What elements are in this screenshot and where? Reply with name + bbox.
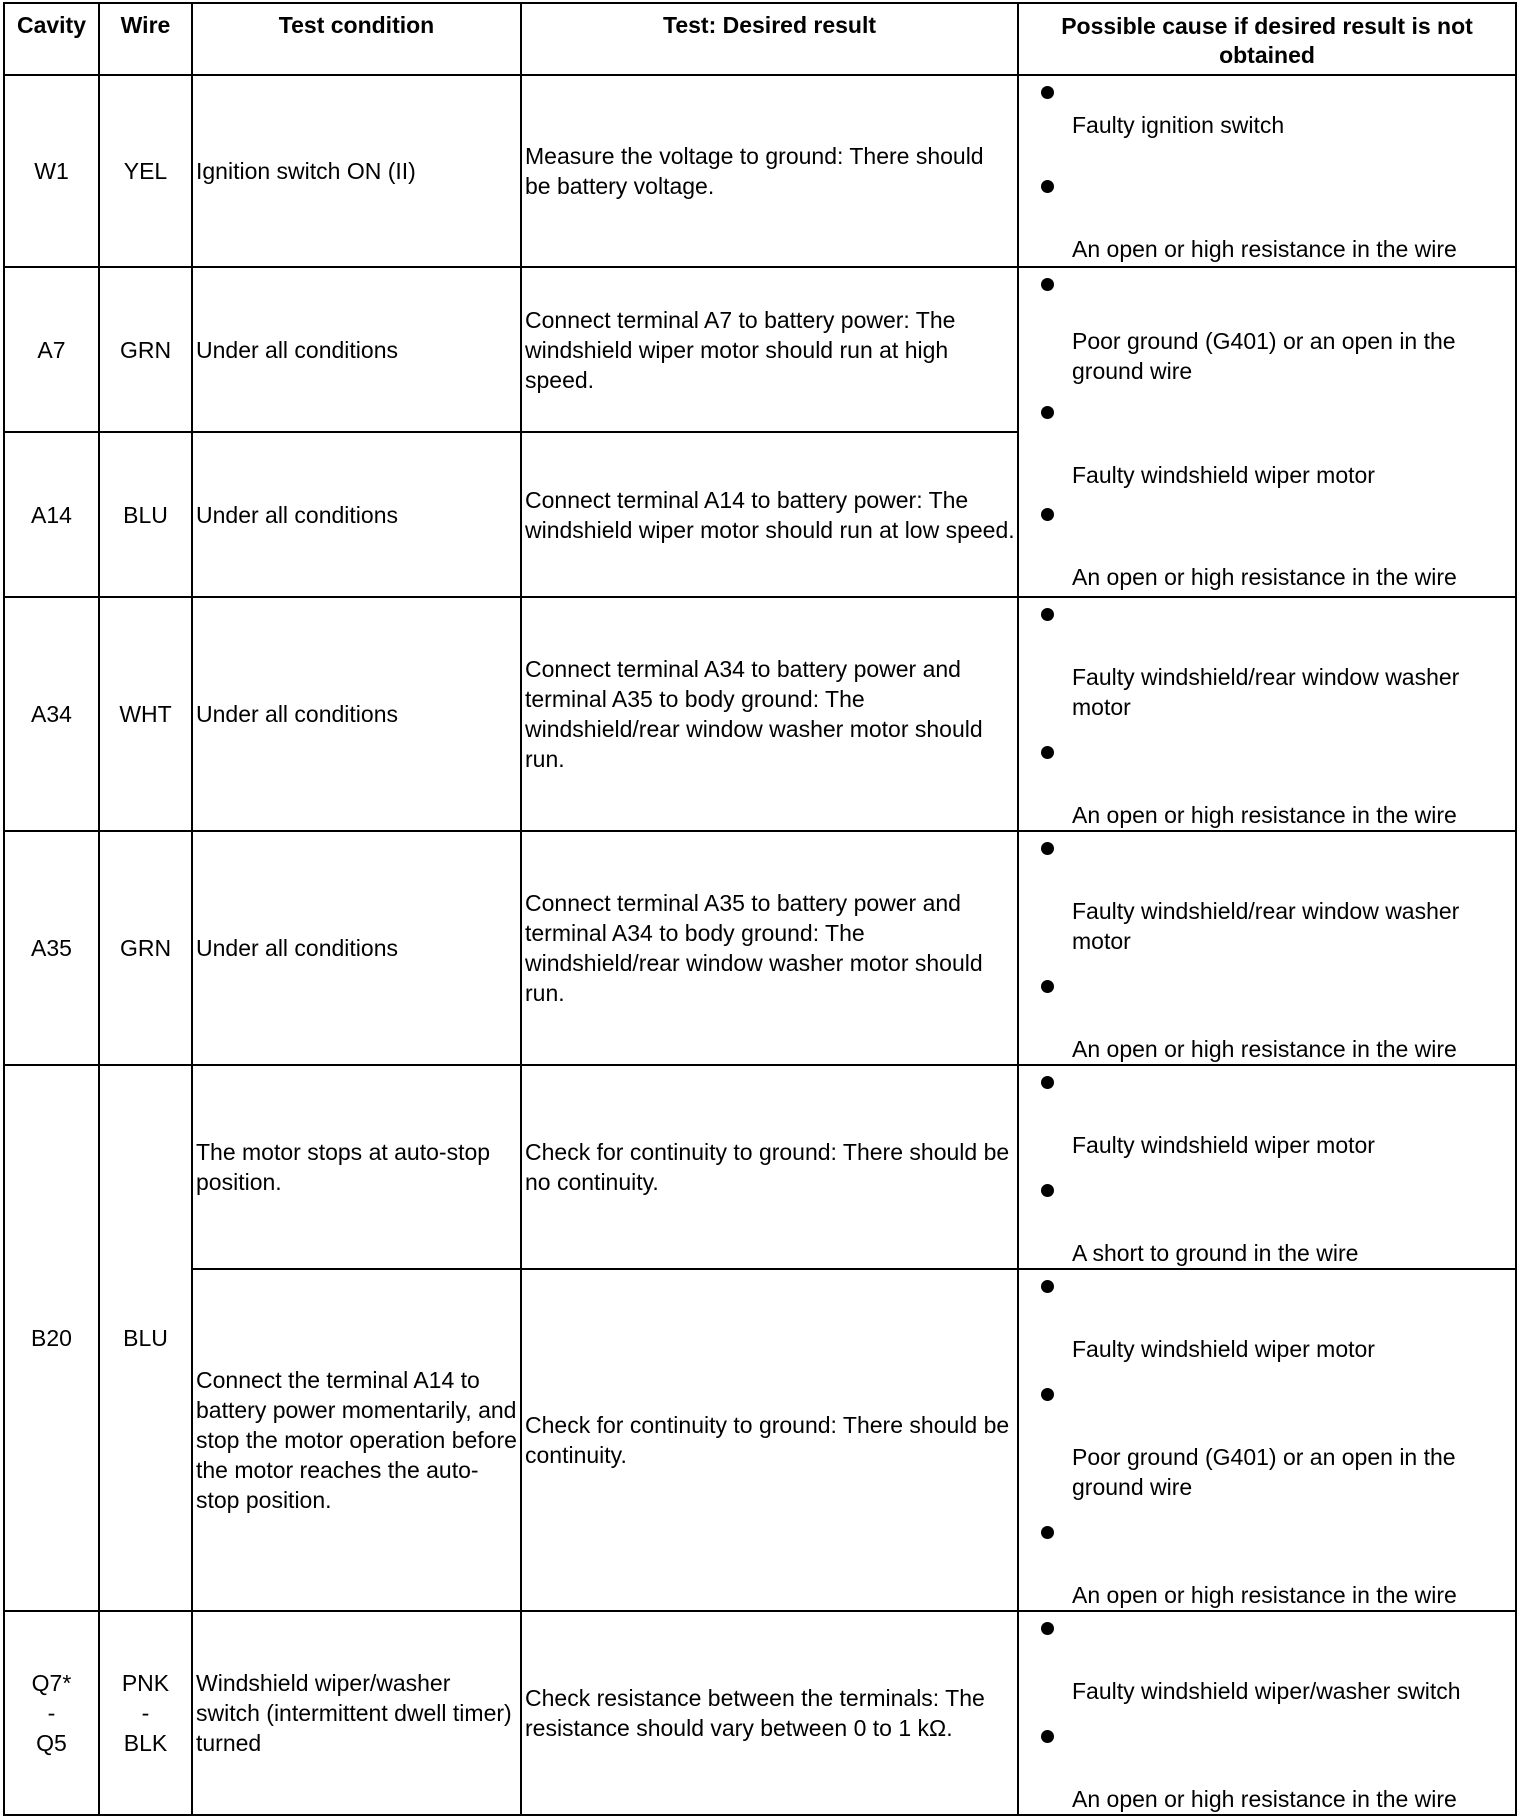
table-row [4, 831, 1516, 1065]
table-row [4, 267, 1516, 432]
result-cell: Check for continuity to ground: There should be no continuity. [521, 1065, 1018, 1269]
bullet-icon [1041, 508, 1054, 521]
bullet-icon [1041, 278, 1054, 291]
cause-item: An open or high resistance in the wire [1072, 564, 1457, 590]
bullet-icon [1041, 1184, 1054, 1197]
table-row [4, 597, 1516, 831]
wire-cell: YEL [99, 75, 192, 267]
wire-cell: GRN [99, 267, 192, 432]
wire-top: PNK [121, 1670, 170, 1696]
wire-bottom: BLK [123, 1730, 168, 1756]
header-test-condition: Test condition [192, 3, 521, 75]
bullet-icon [1041, 842, 1054, 855]
causes-cell [1018, 1611, 1516, 1815]
wire-cell: BLU [99, 1065, 192, 1611]
cause-item: Faulty windshield wiper motor [1072, 1132, 1375, 1158]
cause-item: Faulty windshield wiper motor [1072, 462, 1375, 488]
bullet-icon [1041, 1622, 1054, 1635]
condition-cell: Under all conditions [192, 597, 521, 831]
condition-cell: Under all conditions [192, 432, 521, 597]
bullet-icon [1041, 746, 1054, 759]
cavity-cell [4, 1611, 99, 1815]
result-cell: Connect terminal A7 to battery power: The windshield wiper motor should run at high speed. [521, 267, 1018, 432]
header-wire: Wire [99, 3, 192, 75]
cause-item: Faulty windshield/rear window washer motor [1072, 898, 1460, 954]
cavity-cell: A35 [4, 831, 99, 1065]
bullet-icon [1041, 1280, 1054, 1293]
cavity-cell: W1 [4, 75, 99, 267]
bullet-icon [1041, 1730, 1054, 1743]
causes-cell [1018, 831, 1516, 1065]
cavity-bottom: Q5 [36, 1730, 67, 1756]
condition-cell: Ignition switch ON (II) [192, 75, 521, 267]
cause-item: Faulty ignition switch [1072, 112, 1285, 138]
header-cavity: Cavity [4, 3, 99, 75]
result-cell: Check for continuity to ground: There should be continuity. [521, 1269, 1018, 1611]
cause-item: An open or high resistance in the wire [1072, 1786, 1457, 1812]
header-possible-cause: Possible cause if desired result is not obtained [1018, 3, 1516, 75]
bullet-icon [1041, 608, 1054, 621]
cause-item: An open or high resistance in the wire [1072, 1582, 1457, 1608]
condition-cell: Under all conditions [192, 267, 521, 432]
bullet-icon [1041, 86, 1054, 99]
result-cell: Measure the voltage to ground: There should be battery voltage. [521, 75, 1018, 267]
condition-cell: Windshield wiper/washer switch (intermittent dwell timer) turned [192, 1611, 521, 1815]
cavity-cell: A7 [4, 267, 99, 432]
cause-item: Faulty windshield wiper/washer switch [1072, 1678, 1461, 1704]
condition-cell: Under all conditions [192, 831, 521, 1065]
cause-item: Faulty windshield wiper motor [1072, 1336, 1375, 1362]
bullet-icon [1041, 406, 1054, 419]
cause-item: An open or high resistance in the wire [1072, 236, 1457, 262]
condition-cell: Connect the terminal A14 to battery power momentarily, and stop the motor operation before the motor reaches the auto-stop position. [192, 1269, 521, 1611]
result-cell: Connect terminal A14 to battery power: The windshield wiper motor should run at low speed. [521, 432, 1018, 597]
bullet-icon [1041, 980, 1054, 993]
cavity-cell: A14 [4, 432, 99, 597]
result-cell: Check resistance between the terminals: The resistance should vary between 0 to 1 kΩ. [521, 1611, 1018, 1815]
header-desired-result: Test: Desired result [521, 3, 1018, 75]
cause-item: Poor ground (G401) or an open in the ground wire [1072, 328, 1456, 384]
wire-cell [99, 1611, 192, 1815]
wire-cell: BLU [99, 432, 192, 597]
cavity-separator: - [47, 1700, 56, 1726]
result-cell: Connect terminal A34 to battery power and terminal A35 to body ground: The windshield/rear window washer motor should run. [521, 597, 1018, 831]
wire-cell: GRN [99, 831, 192, 1065]
cause-item: A short to ground in the wire [1072, 1240, 1359, 1266]
bullet-icon [1041, 180, 1054, 193]
table-row [4, 1065, 1516, 1269]
wire-cell: WHT [99, 597, 192, 831]
bullet-icon [1041, 1526, 1054, 1539]
causes-cell [1018, 267, 1516, 597]
cavity-top: Q7* [31, 1670, 72, 1696]
bullet-icon [1041, 1076, 1054, 1089]
cause-item: An open or high resistance in the wire [1072, 802, 1457, 828]
causes-cell [1018, 597, 1516, 831]
header-row [4, 3, 1516, 75]
cavity-cell: A34 [4, 597, 99, 831]
table-row [4, 1611, 1516, 1815]
cause-item: Poor ground (G401) or an open in the ground wire [1072, 1444, 1456, 1500]
bullet-icon [1041, 1388, 1054, 1401]
causes-cell [1018, 1269, 1516, 1611]
table-row [4, 1269, 1516, 1611]
connector-test-table [3, 2, 1517, 1816]
wire-separator: - [141, 1700, 150, 1726]
cavity-cell: B20 [4, 1065, 99, 1611]
result-cell: Connect terminal A35 to battery power and terminal A34 to body ground: The windshield/rear window washer motor should run. [521, 831, 1018, 1065]
cause-item: An open or high resistance in the wire [1072, 1036, 1457, 1062]
causes-cell [1018, 75, 1516, 267]
cause-item: Faulty windshield/rear window washer motor [1072, 664, 1460, 720]
table-row [4, 75, 1516, 267]
causes-cell [1018, 1065, 1516, 1269]
condition-cell: The motor stops at auto-stop position. [192, 1065, 521, 1269]
